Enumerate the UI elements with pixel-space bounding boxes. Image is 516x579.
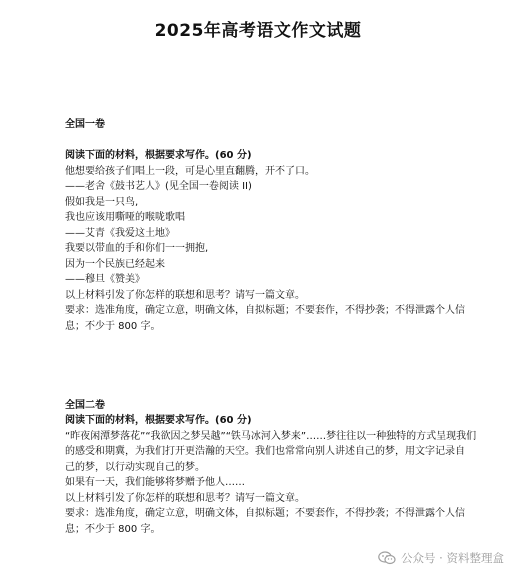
page-title: 2025年高考语文作文试题 bbox=[154, 21, 362, 41]
section-national-paper-1 bbox=[65, 117, 505, 334]
question-line: 以上材料引发了你怎样的联想和思考？请写一篇文章。 bbox=[65, 289, 305, 301]
material-line: 假如我是一只鸟, bbox=[65, 196, 139, 208]
material-line: 己的梦，以行动实现自己的梦。 bbox=[65, 461, 205, 473]
material-line: 因为一个民族已经起来 bbox=[65, 258, 165, 270]
material-line: 他想要给孩子们唱上一段，可是心里直翻腾，开不了口。 bbox=[65, 165, 315, 177]
section-heading: 全国二卷 bbox=[65, 400, 105, 411]
prompt-instruction: 阅读下面的材料，根据要求写作。(60 分) bbox=[65, 415, 252, 426]
requirement-line: 要求：选准角度，确定立意，明确文体，自拟标题；不要套作，不得抄袭；不得泄露个人信 bbox=[65, 305, 465, 316]
watermark-text: 公众号 · 资料整理盒 bbox=[401, 551, 504, 565]
requirement-line: 息；不少于 800 字。 bbox=[65, 320, 161, 332]
question-line: 以上材料引发了你怎样的联想和思考？请写一篇文章。 bbox=[65, 492, 305, 504]
material-line: “昨夜闲潭梦落花”“我欲因之梦吴越”“铁马冰河入梦来”……梦往往以一种独特的方式呈现我们 bbox=[65, 430, 477, 442]
material-line: 如果有一天，我们能够将梦赠予他人…… bbox=[65, 477, 245, 488]
prompt-instruction: 阅读下面的材料，根据要求写作。(60 分) bbox=[65, 150, 252, 161]
section-heading: 全国一卷 bbox=[65, 119, 105, 130]
section-national-paper-2 bbox=[65, 398, 505, 537]
material-line: ——穆旦《赞美》 bbox=[65, 274, 145, 285]
watermark bbox=[378, 550, 504, 566]
material-line: 我也应该用嘶哑的喉咙歌唱 bbox=[65, 212, 185, 223]
material-line: ——老舍《鼓书艺人》(见全国一卷阅读 II) bbox=[65, 181, 252, 192]
wechat-icon bbox=[378, 551, 396, 565]
material-line: 我要以带血的手和你们一一拥抱, bbox=[65, 243, 209, 254]
material-line: ——艾青《我爱这土地》 bbox=[65, 227, 175, 239]
requirement-line: 要求：选准角度，确定立意，明确文体，自拟标题；不要套作，不得抄袭；不得泄露个人信 bbox=[65, 508, 465, 519]
material-line: 的感受和期冀，为我们打开更浩瀚的天空。我们也常常向别人讲述自己的梦，用文字记录自 bbox=[65, 446, 465, 457]
requirement-line: 息；不少于 800 字。 bbox=[65, 523, 161, 535]
